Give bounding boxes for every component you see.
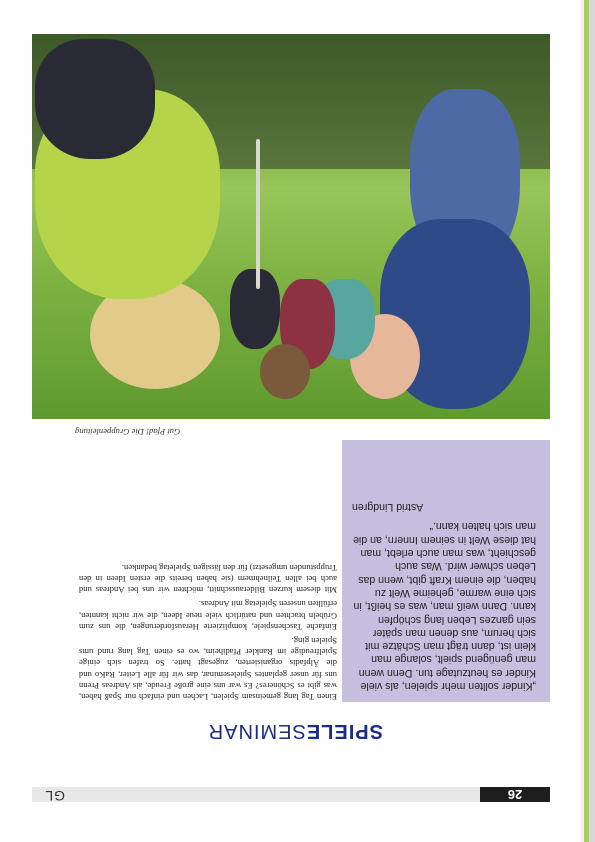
body-paragraph: Einen Tag lang gemeinsam Spielen, Lachen und einfach nur Spaß haben, was gibt es Schöneres? Es war uns eine große Freude, als Andreas Prenn uns für unser geplantes Spieleseminar, das wir für alle Leiter, RaKo und die Älpfadis organisierten, zugesagt hatte. So trafen sich einige Spielfreudige im Rankler Pfadiheim, wo es einen Tag lang rund ums Spielen ging. <box>79 635 337 702</box>
section-title-thin: SEMINAR <box>207 720 306 742</box>
page-edge-light-stripe <box>581 0 584 842</box>
body-paragraph: Mit diesem kurzen Bilderausschnitt, möchten wir uns bei Andreas und auch bei allen Teilnehmern (sie haben bereits die ersten Ideen in den Truppstunden umgesetzt) für den lässigen Spieletag bedanken. <box>79 562 337 596</box>
photo-caption: Gut Pfad! Die Gruppenleitung <box>75 427 181 437</box>
page-edge-green-stripe <box>584 0 589 842</box>
photo-person-dark-hair <box>35 39 155 159</box>
section-title <box>83 719 383 742</box>
page-number: 26 <box>480 787 550 802</box>
body-paragraph: Einfache Taschenspiele, komplizierte Herausforderungen, die uns zum Grübeln brachten und natürlich viele neue Ideen, die wir nicht kannten, erfüllten unseren Spieletag mit Andreas. <box>79 599 337 632</box>
photo-stick <box>256 139 260 289</box>
quote-box <box>342 440 550 702</box>
photo-person-dark <box>230 269 280 349</box>
photo-person-head-brown <box>260 344 310 399</box>
body-text-column <box>79 559 337 702</box>
issue-tag: GL <box>44 788 65 804</box>
section-title-bold: SPIELE <box>305 720 383 742</box>
header-bar <box>32 787 550 802</box>
quote-author: Astrid Lindgren <box>352 501 424 514</box>
quote-text: „Kinder sollten mehr spielen, als viele Kinder es heutzutage tun. Denn wenn man genügend spielt, solange man klein ist, dann trägt man Schätze mit sich herum, aus denen man später sein ganzes Leben lang schöpfen kann. Dann weiß man, was es heißt, in sich eine warme, geheime Welt zu haben, die einem Kraft gibt, wenn das Leben schwer wird. Was auch geschieht, was man auch erlebt, man hat diese Welt in seinem Innern, an die man sich halten kann.“ <box>353 520 536 692</box>
group-photo <box>32 34 550 419</box>
page-edge-gray <box>589 0 595 842</box>
